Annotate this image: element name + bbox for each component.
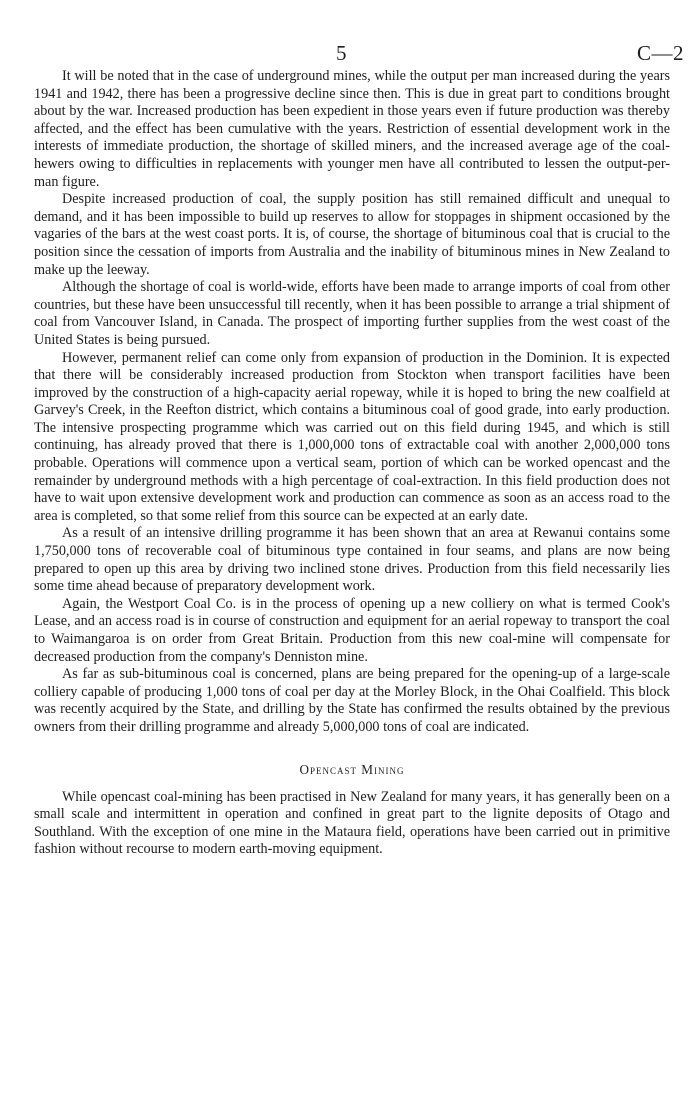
- document-code: C—2: [636, 41, 684, 65]
- paragraph-opencast: While opencast coal-mining has been practised in New Zealand for many years, it has generally been on a small scale and intermittent in operation and confined in great part to the lignite deposits of Otago and Southland. With the exception of one mine in the Mataura field, operations have been carried out in primitive fashion without recourse to modern earth-moving equipment.: [34, 788, 670, 858]
- paragraph-westport: Again, the Westport Coal Co. is in the process of opening up a new colliery on what is termed Cook's Lease, and an access road is in course of construction and equipment for an aerial ropeway to transport the coal to Waimangaroa is on order from Great Britain. Production from this new coal-mine will compensate for decreased production from the company's Denniston mine.: [34, 595, 670, 665]
- page-number: 5: [336, 41, 347, 65]
- section-heading-opencast-mining: Opencast Mining: [299, 761, 405, 777]
- paragraph-permanent-relief: However, permanent relief can come only from expansion of production in the Dominion. It is expected that there will be considerably increased production from Stockton when transport facilities have been improved by the construction of a high-capacity aerial ropeway, while it is hoped to bring the new coalfield at Garvey's Creek, in the Reefton district, which contains a bituminous coal of good grade, into early production. The intensive prospecting programme which was carried out on this field during 1945, and which is still continuing, has already proved that there is 1,000,000 tons of extractable coal with another 2,000,000 tons probable. Operations will commence upon a vertical seam, portion of which can be worked opencast and the remainder by underground methods with a high percentage of coal-extraction. In this field production does not have to wait upon extensive development work and production can commence as soon as an access road to the area is completed, so that some relief from this source can be expected at an early date.: [34, 349, 670, 524]
- paragraph-output-per-man: It will be noted that in the case of underground mines, while the output per man increased during the years 1941 and 1942, there has been a progressive decline since then. This is due in great part to conditions brought about by the war. Increased production has been expedient in those years even if future production was thereby affected, and the effect has been cumulative with the years. Restriction of essential development work in the interests of immediate production, the shortage of skilled miners, and the increased average age of the coal-hewers owing to difficulties in replacements with younger men have all contributed to lessen the output-per-man figure.: [34, 68, 670, 190]
- paragraph-rewanui: As a result of an intensive drilling programme it has been shown that an area at Rewanui contains some 1,750,000 tons of recoverable coal of bituminous type contained in four seams, and plans are now being prepared to open up this area by driving two inclined stone drives. Production from this field necessarily lies some time ahead because of preparatory development work.: [34, 525, 670, 595]
- body-text: [34, 68, 670, 859]
- paragraph-sub-bituminous: As far as sub-bituminous coal is concerned, plans are being prepared for the opening-up of a large-scale colliery capable of producing 1,000 tons of coal per day at the Morley Block, in the Ohai Coalfield. This block was recently acquired by the State, and drilling by the State has confirmed the results obtained by the previous owners from their drilling programme and already 5,000,000 tons of coal are indicated.: [34, 666, 670, 735]
- paragraph-imports: Although the shortage of coal is world-wide, efforts have been made to arrange imports of coal from other countries, but these have been unsuccessful till recently, when it has been possible to arrange a trial shipment of coal from Vancouver Island, in Canada. The prospect of importing further supplies from the west coast of the United States is being pursued.: [34, 279, 670, 348]
- paragraph-supply-position: Despite increased production of coal, the supply position has still remained difficult and unequal to demand, and it has been impossible to build up reserves to allow for stoppages in shipment occasioned by the vagaries of the bars at the west coast ports. It is, of course, the shortage of bituminous coal that is crucial to the position since the cessation of imports from Australia and the inability of bituminous mines in New Zealand to make up the leeway.: [34, 191, 670, 278]
